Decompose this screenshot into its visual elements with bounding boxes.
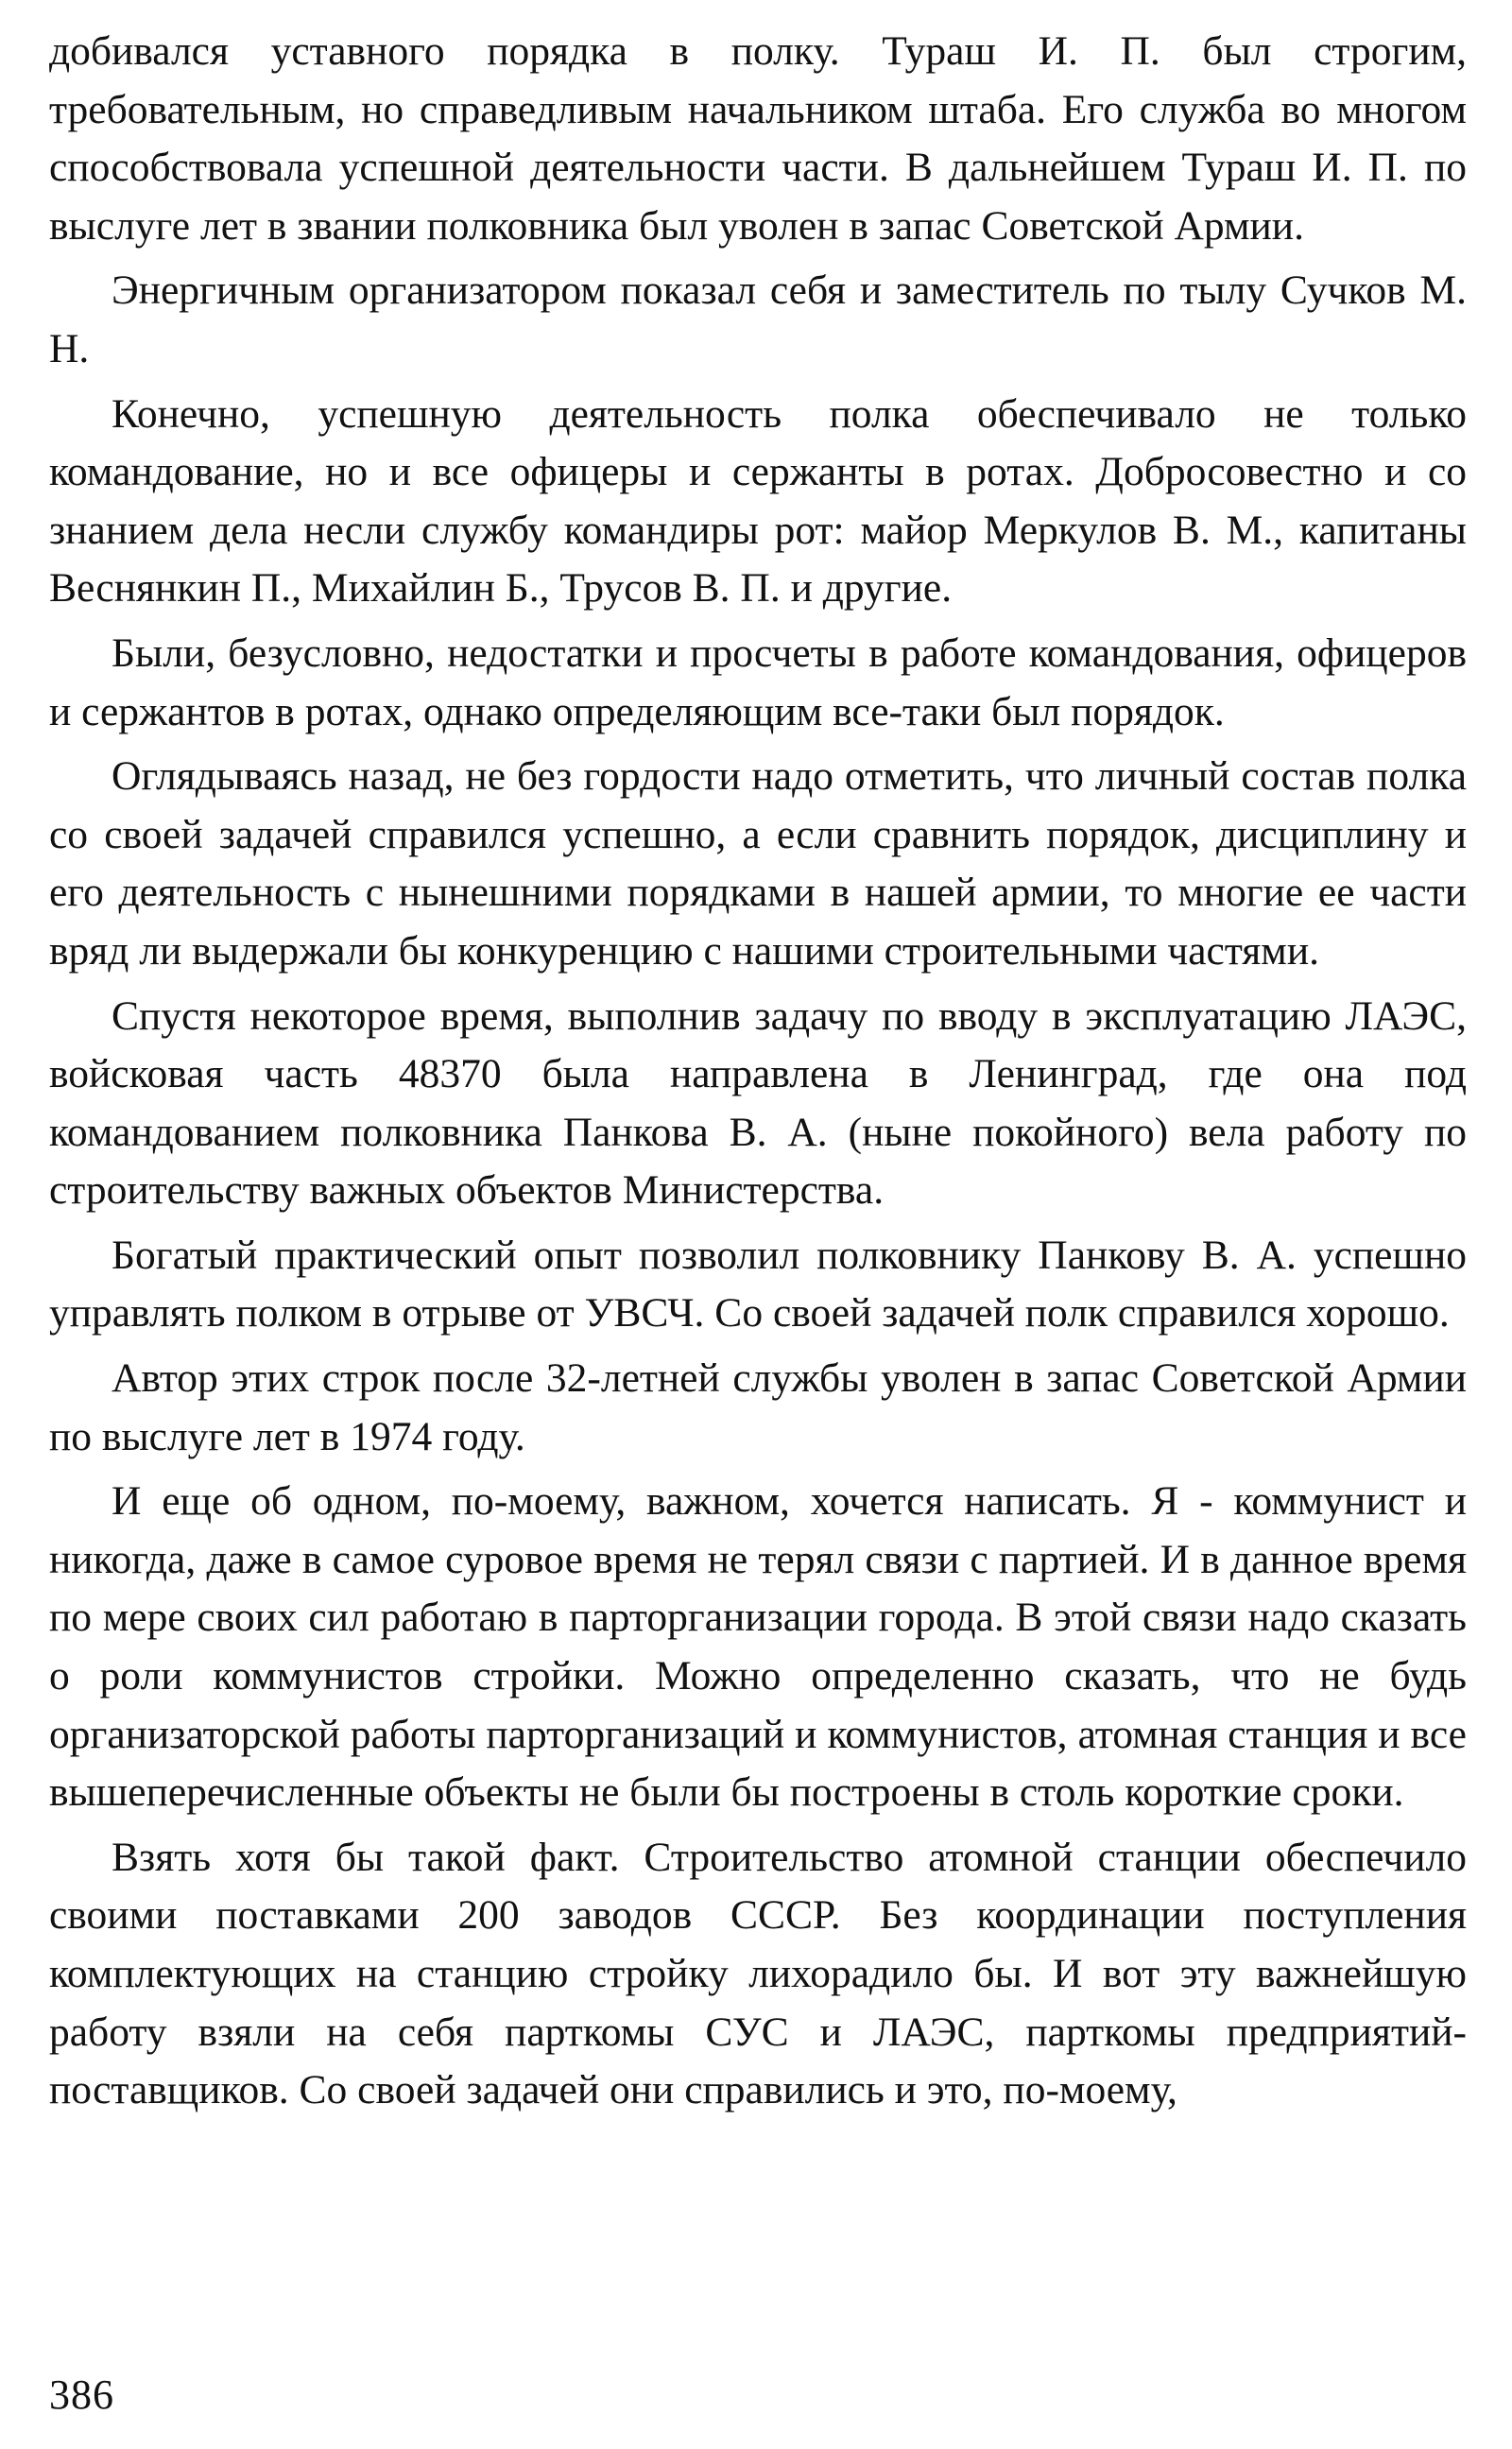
- paragraph-6: Спустя некоторое время, выполнив задачу по вводу в эксплуатацию ЛАЭС, войсковая часть 48370 была направлена в Ленинград, где она под командованием полковника Панкова В. А. (ныне покойного) вела работу по строительству важных объектов Министерства.: [49, 992, 1467, 1214]
- paragraph-7: Богатый практический опыт позволил полковнику Панкову В. А. успешно управлять полком в отрыве от УВСЧ. Со своей задачей полк справился хорошо.: [49, 1232, 1467, 1337]
- paragraph-8: Автор этих строк после 32-летней службы уволен в запас Советской Армии по выслуге лет в 1974 году.: [49, 1355, 1467, 1459]
- paragraph-4: Были, безусловно, недостатки и просчеты в работе командования, офицеров и сержантов в ротах, однако определяющим все-таки был порядок.: [49, 629, 1467, 734]
- page-body: [49, 23, 1467, 2127]
- paragraph-5: Оглядываясь назад, не без гордости надо отметить, что личный состав полка со своей задачей справился успешно, а если сравнить порядок, дисциплину и его деятельность с нынешними порядками в нашей армии, то многие ее части вряд ли выдержали бы конкуренцию с нашими строительными частями.: [49, 753, 1467, 974]
- paragraph-2: Энергичным организатором показал себя и заместитель по тылу Сучков М. Н.: [49, 267, 1467, 371]
- paragraph-3: Конечно, успешную деятельность полка обеспечивало не только командование, но и все офицеры и сержанты в ротах. Добросовестно и со знанием дела несли службу командиры рот: майор Меркулов В. М., капитаны Веснянкин П., Михайлин Б., Трусов В. П. и другие.: [49, 390, 1467, 612]
- page-number: 386: [49, 2371, 114, 2418]
- paragraph-9: И еще об одном, по-моему, важном, хочется написать. Я - коммунист и никогда, даже в самое суровое время не терял связи с партией. И в данное время по мере своих сил работаю в парторганизации города. В этой связи надо сказать о роли коммунистов стройки. Можно определенно сказать, что не будь организаторской работы парторганизаций и коммунистов, атомная станция и все вышеперечисленные объекты не были бы построены в столь короткие сроки.: [49, 1478, 1467, 1816]
- paragraph-1: добивался уставного порядка в полку. Тураш И. П. был строгим, требовательным, но справедливым начальником штаба. Его служба во многом способствовала успешной деятельности части. В дальнейшем Тураш И. П. по выслуге лет в звании полковника был уволен в запас Советской Армии.: [49, 28, 1467, 249]
- paragraph-10: Взять хотя бы такой факт. Строительство атомной станции обеспечило своими поставками 200 заводов СССР. Без координации поступления комплектующих на станцию стройку лихорадило бы. И вот эту важнейшую работу взяли на себя парткомы СУС и ЛАЭС, парткомы предприятий-поставщиков. Со своей задачей они справились и это, по-моему,: [49, 1834, 1467, 2113]
